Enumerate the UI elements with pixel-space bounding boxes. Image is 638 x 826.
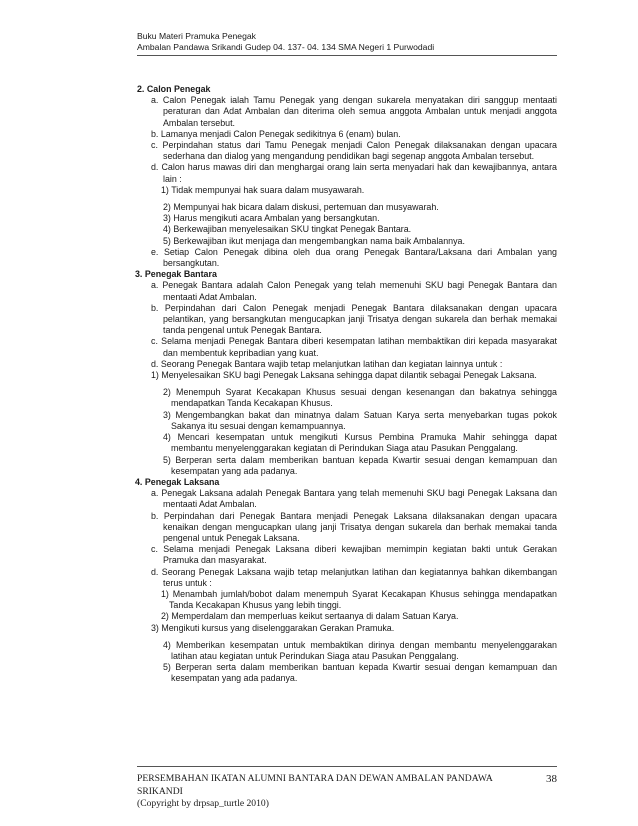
section-title: 4. Penegak Laksana: [135, 476, 220, 487]
list-item: a. Penegak Bantara adalah Calon Penegak yang telah memenuhi SKU bagi Penegak Bantara dan mentaati Adat Ambalan.: [151, 280, 557, 302]
header-unit: Ambalan Pandawa Srikandi Gudep 04. 137- 04. 134 SMA Negeri 1 Purwodadi: [137, 42, 435, 52]
list-item: c. Perpindahan status dari Tamu Penegak menjadi Calon Penegak dilaksanakan dengan upacara sederhana dan dialog yang mengandung pendidikan bagi segenap anggota Ambalan tersebut.: [151, 140, 557, 162]
section-title: 3. Penegak Bantara: [135, 269, 217, 280]
page-header: [137, 31, 557, 56]
list-item: a. Penegak Laksana adalah Penegak Bantara yang telah memenuhi SKU bagi Penegak Laksana dan mentaati Adat Ambalan.: [151, 488, 557, 510]
sub-list-item: 2) Memperdalam dan memperluas keikut sertaanya di dalam Satuan Karya.: [161, 611, 459, 622]
sub-list-item: 4) Berkewajiban menyelesaikan SKU tingkat Penegak Bantara.: [163, 224, 412, 235]
section-calon-penegak: [137, 84, 557, 269]
list-item: b. Lamanya menjadi Calon Penegak sedikitnya 6 (enam) bulan.: [151, 128, 401, 139]
sub-list-item: 5) Berperan serta dalam memberikan bantuan kepada Kwartir sesuai dengan kemampuan dan kesempatan yang ada padanya.: [163, 454, 557, 476]
section-title: 2. Calon Penegak: [137, 84, 211, 94]
sub-list-item: 1) Menambah jumlah/bobot dalam menempuh Syarat Kecakapan Khusus sehingga mendapatkan Tanda Kecakapan Khusus yang lebih tinggi.: [161, 588, 557, 611]
footer-organization: PERSEMBAHAN IKATAN ALUMNI BANTARA DAN DEWAN AMBALAN PANDAWA SRIKANDI: [137, 773, 493, 797]
section-penegak-bantara: [137, 269, 557, 477]
sub-list-item: 3) Mengikuti kursus yang diselenggarakan Gerakan Pramuka.: [151, 622, 395, 633]
sub-list-item: 2) Menempuh Syarat Kecakapan Khusus sesuai dengan kesenangan dan bakatnya sehingga mendapatkan Tanda Kecakapan Khusus.: [163, 387, 557, 409]
list-item: d. Seorang Penegak Laksana wajib tetap melanjutkan latihan dan kegiatannya bahkan dikembangan terus untuk :: [151, 566, 557, 588]
footer-copyright: (Copyright by drpsap_turtle 2010): [137, 798, 269, 809]
sub-list-item: 3) Mengembangkan bakat dan minatnya dalam Satuan Karya serta menyebarkan tugas pokok Sakanya itu sesuai dengan kemampuannya.: [163, 409, 557, 431]
sub-list-item: 5) Berkewajiban ikut menjaga dan mengembangkan nama baik Ambalannya.: [163, 235, 465, 246]
section-penegak-laksana: [137, 477, 557, 685]
sub-list-item: 4) Mencari kesempatan untuk mengikuti Kursus Pembina Pramuka Mahir sehingga dapat membantu menyelenggarakan kegiatan di Perindukan Siaga atau Pasukan Penggalang.: [163, 432, 557, 454]
sub-list-item: 4) Memberikan kesempatan untuk membaktikan dirinya dengan membantu menyelenggarakan latihan atau kegiatan untuk Perindukan Siaga atau Pasukan Penggalang.: [163, 639, 557, 661]
sub-list-item: 2) Mempunyai hak bicara dalam diskusi, pertemuan dan musyawarah.: [163, 202, 439, 213]
page-content: [137, 84, 557, 685]
page-number: 38: [546, 773, 557, 785]
sub-list-item: 1) Tidak mempunyai hak suara dalam musyawarah.: [161, 184, 365, 195]
sub-list-item: 3) Harus mengikuti acara Ambalan yang bersangkutan.: [163, 213, 380, 224]
list-item: d. Seorang Penegak Bantara wajib tetap melanjutkan latihan dan kegiatan lainnya untuk :: [151, 358, 503, 369]
list-item: e. Setiap Calon Penegak dibina oleh dua orang Penegak Bantara/Laksana dari Ambalan yang bersangkutan.: [151, 246, 557, 269]
page-footer: [137, 766, 557, 811]
list-item: c. Selama menjadi Penegak Bantara diberi kesempatan latihan membaktikan diri kepada masyarakat dan membentuk kepribadian yang kuat.: [151, 336, 557, 358]
list-item: b. Perpindahan dari Calon Penegak menjadi Penegak Bantara dilaksanakan dengan upacara pelantikan, yang bersangkutan mengucapkan janji Trisatya dengan sukarela dan berhak memakai tanda pengenal untuk Penegak Bantara.: [151, 302, 557, 336]
list-item: d. Calon harus mawas diri dan menghargai orang lain serta menyadari hak dan kewajibannya, antara lain :: [151, 162, 557, 184]
list-item: a. Calon Penegak ialah Tamu Penegak yang dengan sukarela menyatakan diri sanggup mentaati peraturan dan Adat Ambalan dan diterima oleh semua anggota Ambalan untuk menjadi anggota Ambalan tersebut.: [151, 95, 557, 128]
sub-list-item: 5) Berperan serta dalam memberikan bantuan kepada Kwartir sesuai dengan kemampuan dan kesempatan yang ada padanya.: [163, 662, 557, 684]
sub-list-item: 1) Menyelesaikan SKU bagi Penegak Laksana sehingga dapat dilantik sebagai Penegak Laksana.: [151, 370, 537, 381]
list-item: c. Selama menjadi Penegak Laksana diberi kewajiban memimpin kegiatan bakti untuk Gerakan Pramuka dan masyarakat.: [151, 544, 557, 566]
header-book-title: Buku Materi Pramuka Penegak: [137, 31, 256, 41]
list-item: b. Perpindahan dari Penegak Bantara menjadi Penegak Laksana dilaksanakan dengan upacara kenaikan dengan mengucapkan ulang janji Trisatya dengan sukarela dan berhak memakai tanda pengenal untuk Penegak Laksana.: [151, 510, 557, 543]
